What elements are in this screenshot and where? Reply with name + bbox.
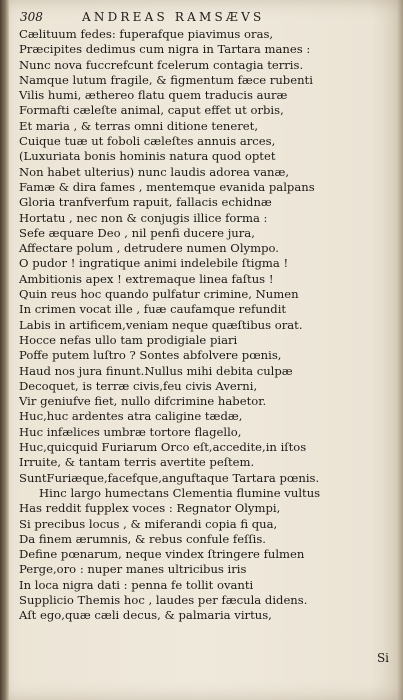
text-line: Cælituum fedes: fuperafque piavimus oras, [19, 27, 274, 41]
text-line: Affectare polum , detrudere numen Olympo. [19, 241, 279, 256]
text-line: O pudor ! ingratique animi indelebile ſtigma ! [19, 256, 289, 271]
page-gutter [0, 0, 9, 700]
text-line: Has reddit fupplex voces : Regnator Olympi, [19, 501, 281, 516]
text-line: Perge,oro : nuper manes ultricibus iris [19, 562, 247, 577]
text-line: Poffe putem luſtro ? Sontes abfolvere pœnis, [19, 348, 282, 363]
text-line: Cuique tuæ ut foboli cæleſtes annuis arces, [19, 134, 276, 149]
page-number: 308 [20, 10, 43, 24]
text-line: Gloria tranfverfum rapuit, fallacis echidnæ [19, 195, 272, 210]
text-line: Aſt ego,quæ cæli decus, & palmaria virtus, [19, 608, 272, 623]
text-line: Præcipites dedimus cum nigra in Tartara manes : [19, 42, 311, 57]
text-line: Hortatu , nec non & conjugis illice forma : [19, 210, 268, 225]
text-line: Vilis humi, æthereo flatu quem traducis auræ [19, 88, 288, 103]
text-line: Huc,quicquid Furiarum Orco eſt,accedite,in iſtos [19, 440, 307, 455]
text-line: Formafti cæleſte animal, caput effet ut orbis, [19, 103, 284, 118]
page-header [20, 10, 390, 28]
text-line: Supplicio Themis hoc , laudes per fæcula didens. [19, 592, 308, 607]
text-line: (Luxuriata bonis hominis natura quod optet [19, 149, 276, 164]
text-line: In loca nigra dati : penna fe tollit ovanti [19, 577, 254, 592]
poem-text [19, 27, 389, 624]
text-line: Irruite, & tantam terris avertite peſtem. [19, 455, 255, 470]
text-line-indented: Hinc largo humectans Clementia flumine vultus [39, 485, 321, 500]
text-line: Labis in artificem,veniam neque quæſtibus orat. [19, 317, 303, 332]
text-line: Namque lutum fragile, & figmentum fæce rubenti [19, 72, 313, 87]
text-line: Si precibus locus , & miferandi copia fi qua, [19, 516, 278, 531]
text-line: Quin reus hoc quando pulfatur crimine, Numen [19, 287, 299, 302]
text-line: Nunc nova fuccrefcunt fcelerum contagia terris. [19, 57, 304, 72]
text-line: Define pœnarum, neque vindex ſtringere fulmen [19, 547, 305, 562]
text-line: Hocce nefas ullo tam prodigiale piari [19, 332, 238, 347]
text-line: Haud nos jura finunt.Nullus mihi debita culpæ [19, 363, 293, 378]
text-line: Huc,huc ardentes atra caligine tædæ, [19, 409, 243, 424]
text-line: SuntFuriæque,facefque,anguftaque Tartara pœnis. [19, 470, 320, 485]
text-line: Decoquet, is terræ civis,feu civis Averni, [19, 378, 258, 393]
text-line: Huc infælices umbræ tortore flagello, [19, 424, 242, 439]
text-line: Sefe æquare Deo , nil penfi ducere jura, [19, 225, 255, 240]
page-edge-shadow [397, 0, 403, 700]
text-line: Famæ & dira fames , mentemque evanida palpans [19, 179, 315, 194]
running-head: ANDREAS RAMSÆVS [82, 10, 265, 24]
text-line: Da finem ærumnis, & rebus confule feſſis. [19, 531, 266, 546]
text-line: In crimen vocat ille , fuæ caufamque refundit [19, 302, 287, 317]
text-line: Vir geniufve fiet, nullo difcrimine habetor. [19, 394, 267, 409]
text-line: Ambitionis apex ! extremaque linea faſtus ! [19, 271, 274, 286]
text-line: Et maria , & terras omni ditione teneret, [19, 118, 259, 133]
catchword: Si [376, 651, 389, 665]
text-line: Non habet ulterius) nunc laudis adorea vanæ, [19, 164, 290, 179]
